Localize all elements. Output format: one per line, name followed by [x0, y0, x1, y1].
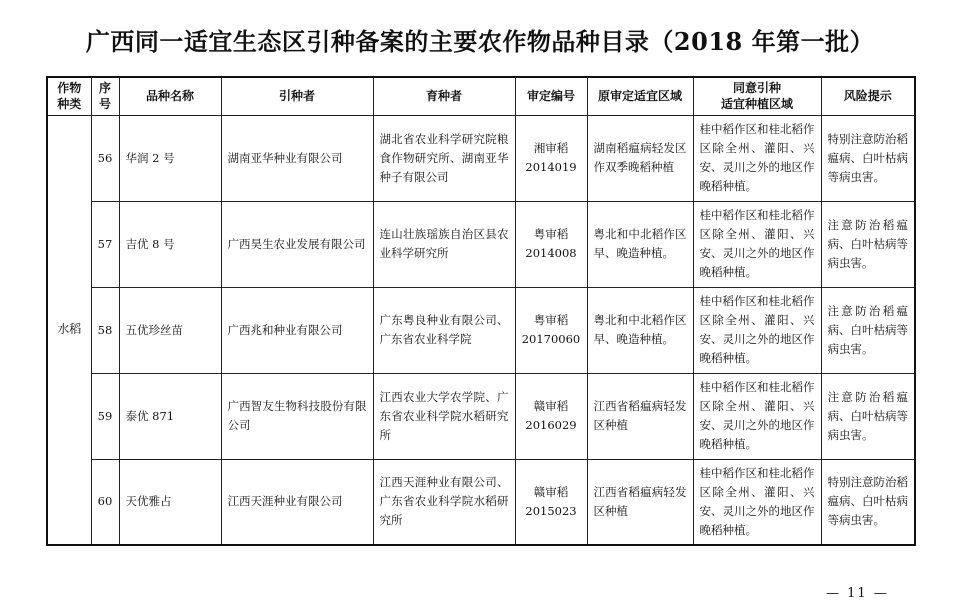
table-row [47, 115, 915, 201]
header-breeder: 育种者 [373, 77, 515, 115]
seq-cell: 60 [91, 459, 119, 545]
intro-region-cell: 桂中稻作区和桂北稻作区除全州、灌阳、兴安、灵川之外的地区作晚稻种植。 [693, 115, 821, 201]
orig-region-cell: 江西省稻瘟病轻发区种植 [587, 459, 693, 545]
table-row [47, 287, 915, 373]
introducer-cell: 广西昊生农业发展有限公司 [221, 201, 373, 287]
header-row [47, 77, 915, 115]
orig-region-cell: 粤北和中北稻作区早、晚造种植。 [587, 201, 693, 287]
variety-cell: 五优珍丝苗 [119, 287, 221, 373]
variety-cell: 吉优 8 号 [119, 201, 221, 287]
introducer-cell: 江西天涯种业有限公司 [221, 459, 373, 545]
table-row [47, 373, 915, 459]
header-variety: 品种名称 [119, 77, 221, 115]
orig-region-cell: 粤北和中北稻作区早、晚造种植。 [587, 287, 693, 373]
seq-cell: 58 [91, 287, 119, 373]
seq-cell: 57 [91, 201, 119, 287]
header-crop: 作物 种类 [47, 77, 91, 115]
introducer-cell: 广西兆和种业有限公司 [221, 287, 373, 373]
document-title: 广西同一适宜生态区引种备案的主要农作物品种目录（2018 年第一批） [85, 27, 875, 56]
breeder-cell: 江西天涯种业有限公司、广东省农业科学院水稻研究所 [373, 459, 515, 545]
intro-region-cell: 桂中稻作区和桂北稻作区除全州、灌阳、兴安、灵川之外的地区作晚稻种植。 [693, 459, 821, 545]
variety-cell: 华润 2 号 [119, 115, 221, 201]
introducer-cell: 湖南亚华种业有限公司 [221, 115, 373, 201]
variety-cell: 泰优 871 [119, 373, 221, 459]
approval-cell: 粤审稻 2014008 [515, 201, 587, 287]
approval-cell: 粤审稻 20170060 [515, 287, 587, 373]
intro-region-cell: 桂中稻作区和桂北稻作区除全州、灌阳、兴安、灵川之外的地区作晚稻种植。 [693, 201, 821, 287]
header-orig-region: 原审定适宜区域 [587, 77, 693, 115]
seq-cell: 56 [91, 115, 119, 201]
header-risk: 风险提示 [821, 77, 915, 115]
approval-cell: 赣审稻 2015023 [515, 459, 587, 545]
approval-cell: 湘审稻 2014019 [515, 115, 587, 201]
introducer-cell: 广西智友生物科技股份有限公司 [221, 373, 373, 459]
intro-region-cell: 桂中稻作区和桂北稻作区除全州、灌阳、兴安、灵川之外的地区作晚稻种植。 [693, 287, 821, 373]
intro-region-cell: 桂中稻作区和桂北稻作区除全州、灌阳、兴安、灵川之外的地区作晚稻种植。 [693, 373, 821, 459]
orig-region-cell: 湖南稻瘟病轻发区作双季晚稻种植 [587, 115, 693, 201]
page-number: — 11 — [826, 586, 889, 601]
risk-cell: 注意防治稻瘟病、白叶枯病等病虫害。 [821, 201, 915, 287]
breeder-cell: 广东粤良种业有限公司、广东省农业科学院 [373, 287, 515, 373]
header-introducer: 引种者 [221, 77, 373, 115]
orig-region-cell: 江西省稻瘟病轻发区种植 [587, 373, 693, 459]
header-intro-region: 同意引种 适宜种植区域 [693, 77, 821, 115]
risk-cell: 注意防治稻瘟病、白叶枯病等病虫害。 [821, 287, 915, 373]
risk-cell: 特别注意防治稻瘟病、白叶枯病等病虫害。 [821, 459, 915, 545]
risk-cell: 注意防治稻瘟病、白叶枯病等病虫害。 [821, 373, 915, 459]
approval-cell: 赣审稻 2016029 [515, 373, 587, 459]
variety-cell: 天优雅占 [119, 459, 221, 545]
table-row [47, 459, 915, 545]
crop-type-cell: 水稻 [47, 115, 91, 545]
header-approval: 审定编号 [515, 77, 587, 115]
seq-cell: 59 [91, 373, 119, 459]
breeder-cell: 湖北省农业科学研究院粮食作物研究所、湖南亚华种子有限公司 [373, 115, 515, 201]
risk-cell: 特别注意防治稻瘟病、白叶枯病等病虫害。 [821, 115, 915, 201]
header-seq: 序 号 [91, 77, 119, 115]
variety-catalog-table [46, 76, 916, 546]
table-row [47, 201, 915, 287]
breeder-cell: 连山壮族瑶族自治区县农业科学研究所 [373, 201, 515, 287]
breeder-cell: 江西农业大学农学院、广东省农业科学院水稻研究所 [373, 373, 515, 459]
